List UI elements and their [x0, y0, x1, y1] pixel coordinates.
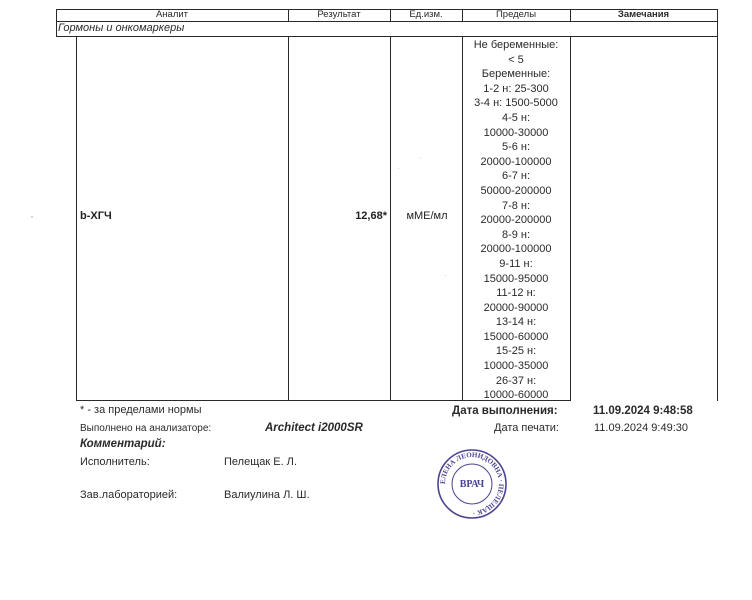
performer-name: Пелещак Е. Л. [224, 456, 297, 468]
performer-label: Исполнитель: [80, 456, 150, 468]
reference-range-line: 1-2 н: 25-300 [483, 82, 549, 95]
reference-range-line: 4-5 н: [501, 111, 531, 124]
reference-range-line: 26-37 н: [495, 374, 537, 387]
reference-range-line: 7-8 н: [501, 199, 531, 212]
header-limits: Пределы [495, 9, 537, 20]
analyzer-value: Architect i2000SR [265, 422, 363, 434]
reference-range-line: 20000-100000 [480, 155, 552, 168]
reference-range-line: 50000-200000 [480, 184, 552, 197]
stamp-ring-text: ЕЛЕНА ЛЕОНИДОВНА · ПЕЛЕЩАК · [438, 450, 506, 518]
reference-range-line: 5-6 н: [501, 141, 531, 154]
row-divider [570, 36, 571, 401]
header-analyte: Аналит [155, 9, 189, 20]
reference-range-line: 15000-95000 [483, 272, 549, 285]
section-bottom-border [56, 36, 717, 37]
section-title: Гормоны и онкомаркеры [58, 22, 185, 34]
analyzer-label: Выполнено на анализаторе: [80, 423, 212, 434]
reference-range-line: 9-11 н: [499, 257, 533, 270]
out-of-range-note: * - за пределами нормы [80, 404, 202, 416]
reference-range-line: Беременные: [481, 68, 551, 81]
stamp-center-text: ВРАЧ [459, 479, 485, 490]
reference-range-line: 11-12 н: [496, 287, 536, 300]
results-table [56, 9, 717, 401]
reference-range-line: 20000-200000 [480, 214, 552, 227]
table-right-border [717, 9, 718, 401]
row-divider [76, 36, 77, 401]
reference-range-line: 20000-100000 [480, 243, 552, 256]
scan-speck [398, 168, 399, 169]
reference-range-line: 15-25 н: [495, 345, 537, 358]
scan-speck [31, 216, 33, 218]
reference-range-line: 10000-60000 [483, 389, 549, 402]
doctor-stamp [436, 448, 508, 520]
lab-head-name: Валиулина Л. Ш. [224, 489, 310, 501]
completion-date-value: 11.09.2024 9:48:58 [593, 405, 693, 417]
scan-speck [445, 275, 446, 276]
header-result: Результат [317, 9, 361, 20]
print-date-label: Дата печати: [494, 422, 559, 434]
reference-range-line: 15000-60000 [483, 330, 549, 343]
reference-range-line: 3-4 н: 1500-5000 [474, 97, 558, 110]
comment-label: Комментарий: [80, 438, 166, 450]
reference-range-line: 20000-90000 [483, 301, 549, 314]
print-date-value: 11.09.2024 9:49:30 [594, 422, 688, 434]
header-notes: Замечания [617, 9, 670, 20]
analyte-name: b-ХГЧ [80, 210, 112, 222]
unit-value: мМЕ/мл [406, 210, 448, 222]
scan-speck [420, 157, 421, 158]
reference-range-line: 6-7 н: [501, 170, 531, 183]
result-value: 12,68* [355, 210, 387, 222]
reference-range-line: 10000-35000 [483, 360, 549, 373]
reference-range-line: 10000-30000 [483, 126, 549, 139]
completion-date-label: Дата выполнения: [452, 405, 558, 417]
reference-range-line: < 5 [508, 53, 524, 66]
reference-range-line: Не беременные: [473, 39, 559, 51]
reference-range-line: 8-9 н: [501, 228, 531, 241]
reference-range-line: 13-14 н: [495, 316, 537, 329]
reference-ranges [462, 38, 570, 403]
lab-head-label: Зав.лабораторией: [80, 489, 178, 501]
header-unit: Ед.изм. [409, 9, 443, 20]
